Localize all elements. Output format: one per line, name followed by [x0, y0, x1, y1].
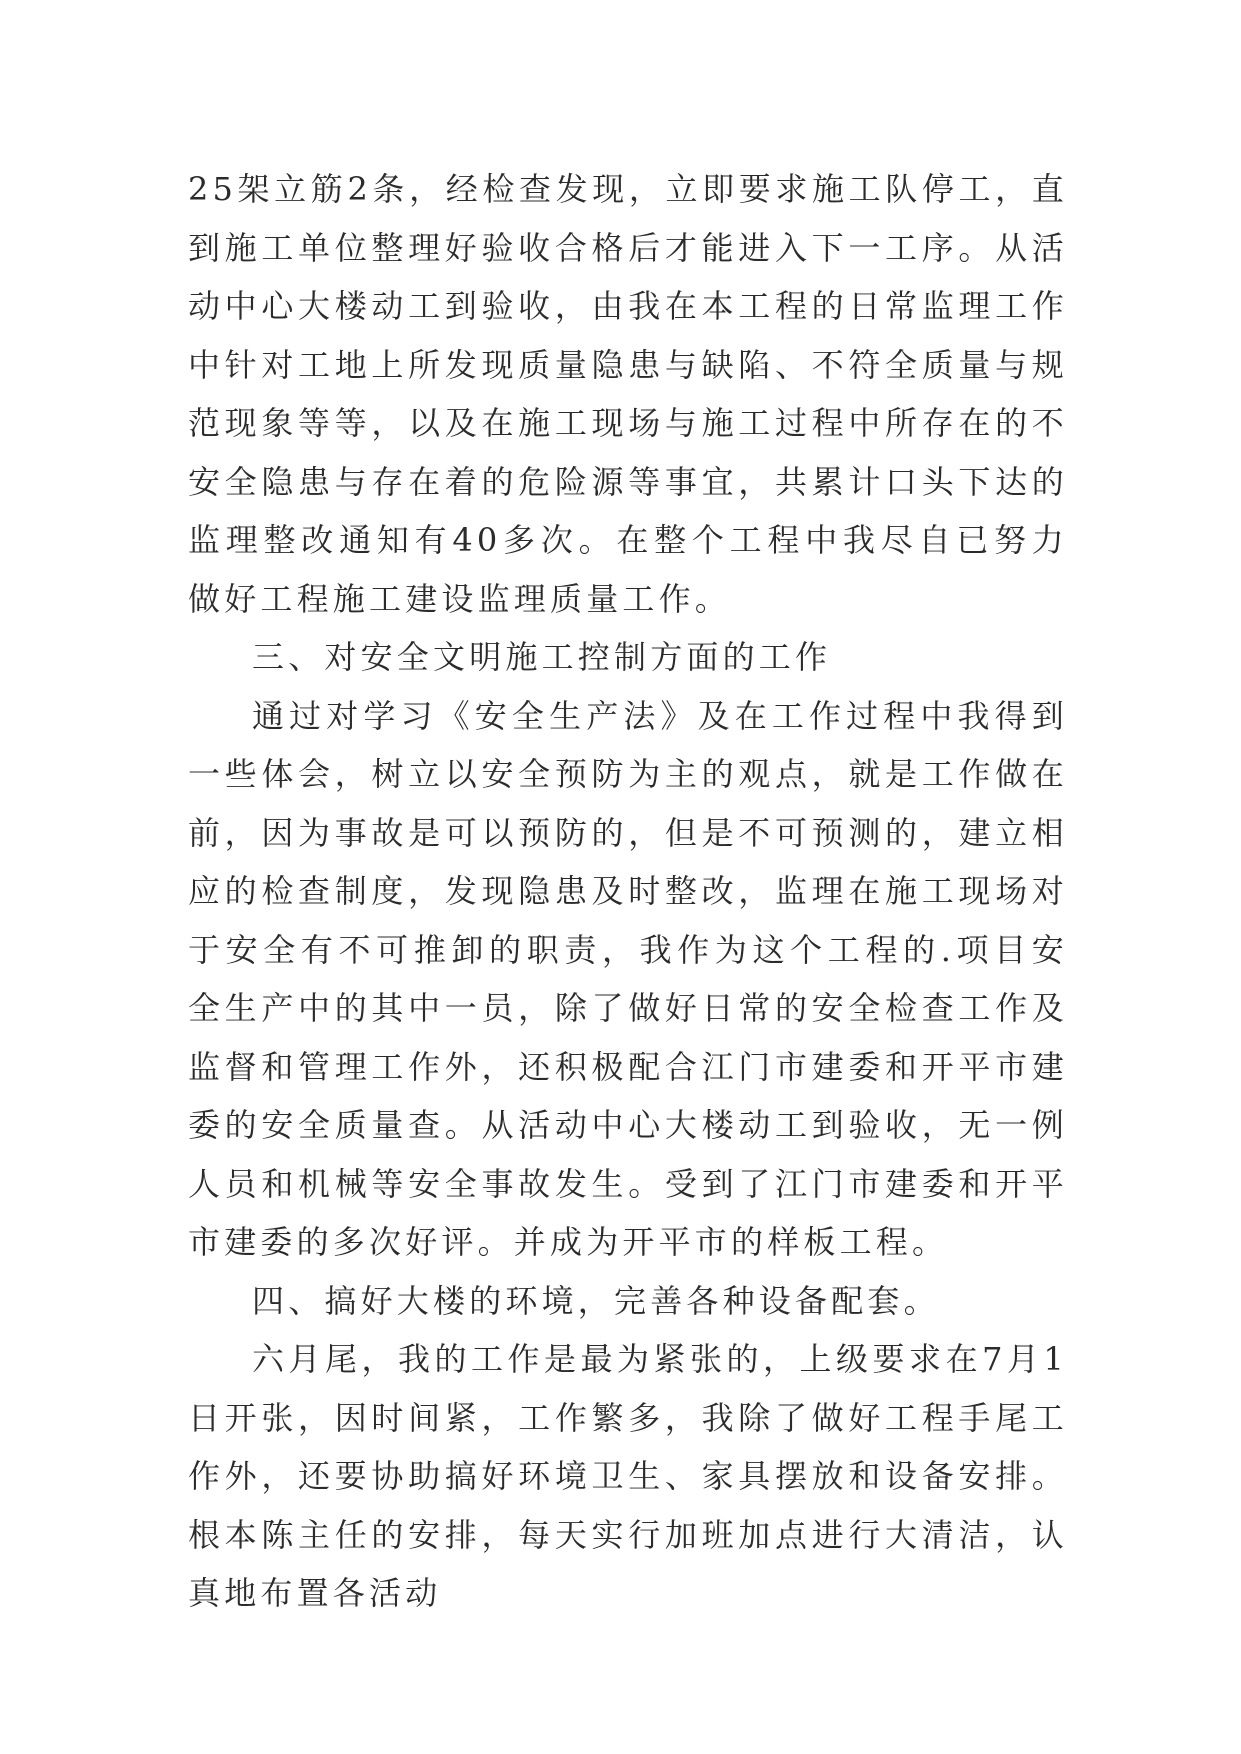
paragraph-quality-supervision: 25架立筋2条，经检查发现，立即要求施工队停工，直到施工单位整理好验收合格后才能进入下一工序。从活动中心大楼动工到验收，由我在本工程的日常监理工作中针对工地上所发现质量隐患与缺陷、不符全质量与规范现象等等，以及在施工现场与施工过程中所存在的不安全隐患与存在着的危险源等事宜，共累计口头下达的监理整改通知有40多次。在整个工程中我尽自已努力做好工程施工建设监理质量工作。 [188, 170, 1068, 618]
section-heading-environment: 四、搞好大楼的环境，完善各种设备配套。 [252, 1281, 940, 1320]
document-body [188, 160, 1068, 1623]
paragraph-safety-work: 通过对学习《安全生产法》及在工作过程中我得到一些体会，树立以安全预防为主的观点，就是工作做在前，因为事故是可以预防的，但是不可预测的，建立相应的检查制度，发现隐患及时整改，监理在施工现场对于安全有不可推卸的职责，我作为这个工程的.项目安全生产中的其中一员，除了做好日常的安全检查工作及监督和管理工作外，还积极配合江门市建委和开平市建委的安全质量查。从活动中心大楼动工到验收，无一例人员和机械等安全事故发生。受到了江门市建委和开平市建委的多次好评。并成为开平市的样板工程。 [188, 696, 1068, 1261]
section-heading-safety: 三、对安全文明施工控制方面的工作 [252, 638, 832, 676]
paragraph-environment-work: 六月尾，我的工作是最为紧张的，上级要求在7月1日开张，因时间紧，工作繁多，我除了做好工程手尾工作外，还要协助搞好环境卫生、家具摆放和设备安排。根本陈主任的安排，每天实行加班加点进行大清洁，认真地布置各活动 [188, 1340, 1068, 1612]
